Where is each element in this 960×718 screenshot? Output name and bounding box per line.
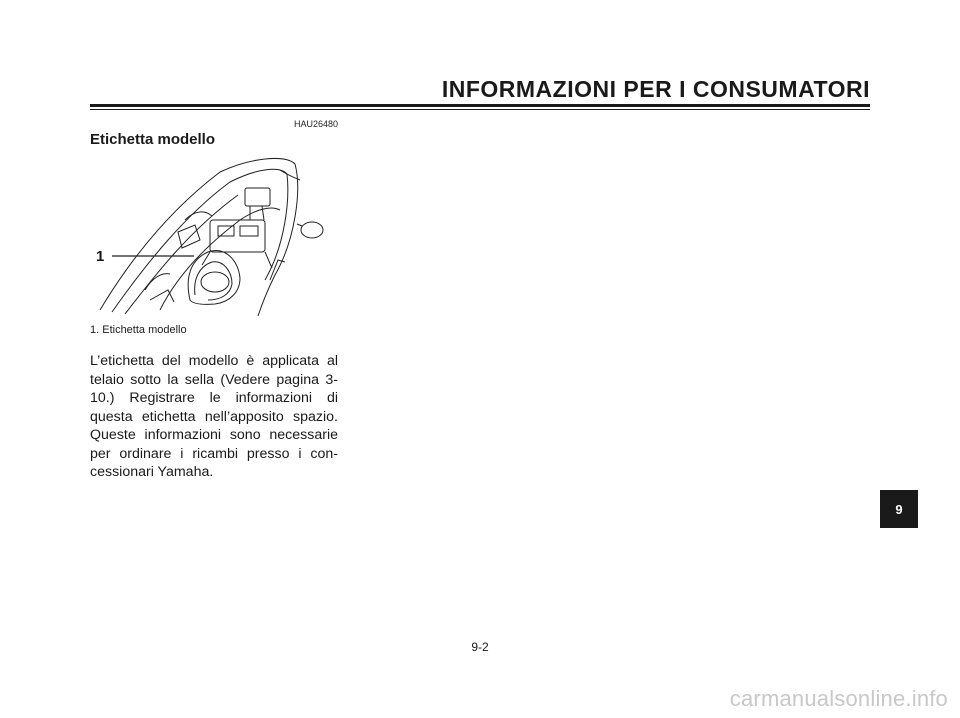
watermark-text: carmanualsonline.info [729, 686, 948, 711]
section-heading: Etichetta modello [90, 131, 216, 148]
header-rule-thin [90, 109, 870, 110]
header-rule-thick [90, 104, 870, 107]
figure-caption: 1. Etichetta modello [90, 324, 187, 336]
page-number: 9-2 [471, 640, 489, 654]
scooter-seat-compartment-illustration [90, 150, 340, 320]
page-header-title: INFORMAZIONI PER I CONSUMATORI [441, 76, 870, 102]
chapter-tab: 9 [880, 490, 918, 528]
model-label-figure [90, 150, 340, 320]
section-code: HAU26480 [293, 119, 338, 129]
body-paragraph: L’etichetta del modello è applicata al telaio sotto la sella (Vedere pagina 3-10.) Registrare le informazioni di questa etichetta nell’apposito spazio. Queste informazioni sono necessarie per ordinare i ricambi presso i con-cessionari Yamaha. [90, 353, 338, 480]
figure-callout-number: 1 [96, 248, 105, 265]
